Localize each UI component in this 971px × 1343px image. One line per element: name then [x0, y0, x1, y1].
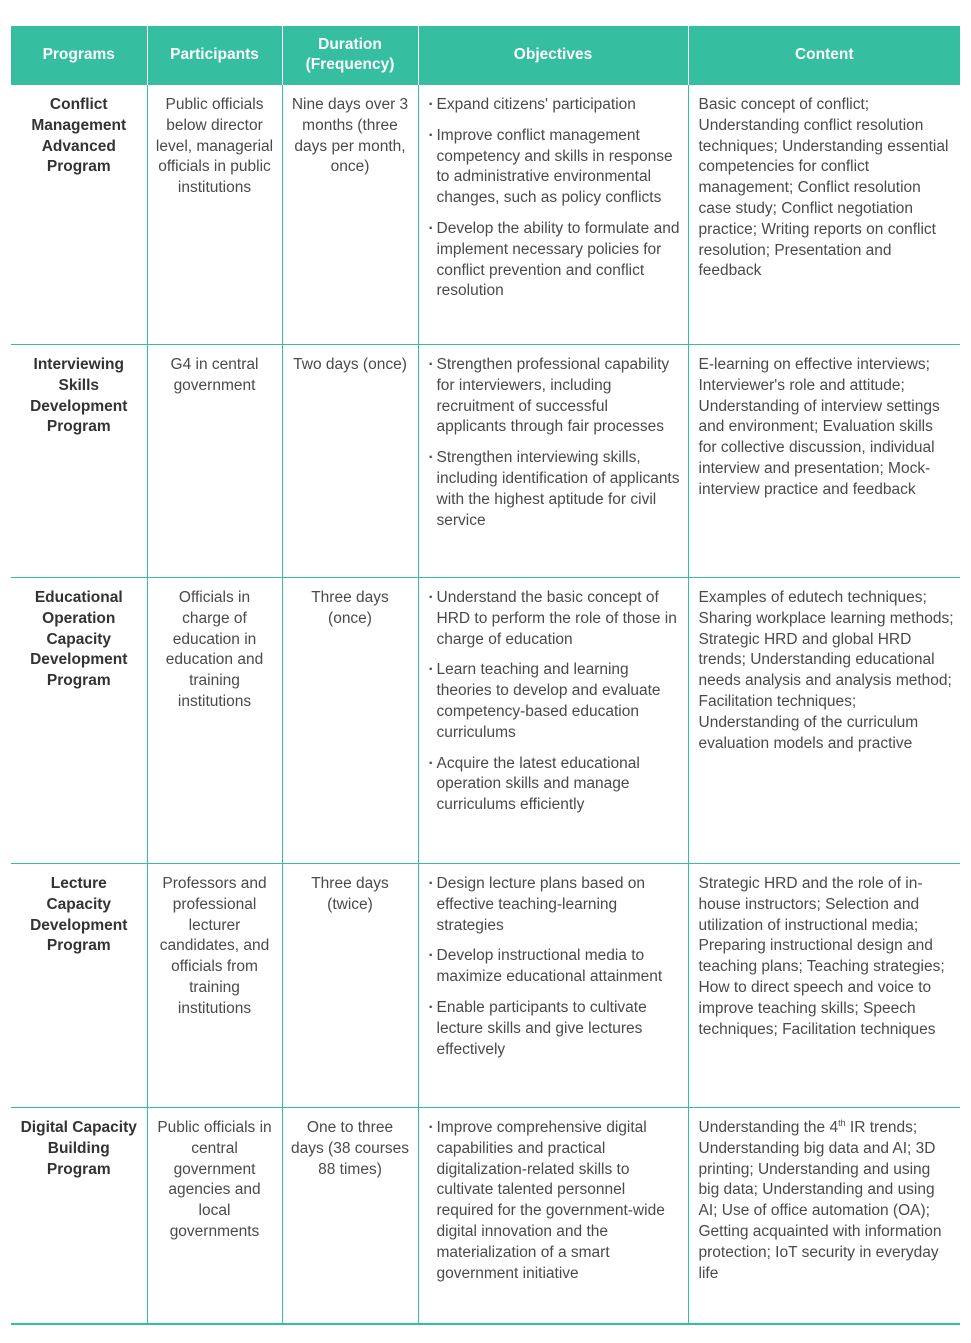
content-cell: E-learning on effective interviews; Interviewer's role and attitude; Understanding of interview settings and environment; Evaluation skills for collective discussion, individual interview and presentation; Mock-interview practice and feedback — [688, 345, 960, 578]
header-frequency-label: (Frequency) — [305, 56, 395, 73]
objectives-list — [429, 95, 680, 302]
program-name: Lecture Capacity Development Program — [11, 864, 147, 1108]
content-text-pre: Understanding the 4 — [698, 1119, 839, 1136]
objectives-list — [429, 588, 680, 816]
table-row — [11, 1108, 960, 1324]
program-name: Interviewing Skills Development Program — [11, 345, 147, 578]
duration-cell: Nine days over 3 months (three days per month, once) — [282, 85, 418, 345]
programs-table — [11, 26, 960, 1325]
header-programs: Programs — [11, 26, 147, 85]
program-name: Educational Operation Capacity Development Program — [11, 578, 147, 864]
objectives-list — [429, 874, 680, 1060]
duration-cell: One to three days (38 courses 88 times) — [282, 1108, 418, 1324]
content-cell: Basic concept of conflict; Understanding conflict resolution techniques; Understanding essential competencies for conflict management; Conflict resolution case study; Conflict negotiation practice; Writing reports on conflict resolution; Presentation and feedback — [688, 85, 960, 345]
objective-item: · Improve comprehensive digital capabilities and practical digitalization-related skills to cultivate talented personnel required for the government-wide digital innovation and the materialization of a smart government initiative — [429, 1118, 680, 1284]
objective-item: · Learn teaching and learning theories to develop and evaluate competency-based education curriculums — [429, 660, 680, 743]
duration-cell: Two days (once) — [282, 345, 418, 578]
content-cell — [688, 1108, 960, 1324]
objective-item: · Expand citizens' participation — [429, 95, 680, 116]
objective-item: · Improve conflict management competency and skills in response to administrative environmental changes, such as policy conflicts — [429, 126, 680, 209]
objective-item: · Understand the basic concept of HRD to perform the role of those in charge of education — [429, 588, 680, 650]
table-row — [11, 85, 960, 345]
participants-cell: Professors and professional lecturer candidates, and officials from training institutions — [147, 864, 282, 1108]
table-row — [11, 864, 960, 1108]
objective-item: · Acquire the latest educational operation skills and manage curriculums efficiently — [429, 754, 680, 816]
ordinal-superscript: th — [838, 1117, 846, 1128]
objective-item: · Strengthen professional capability for interviewers, including recruitment of successful applicants through fair processes — [429, 355, 680, 438]
objectives-cell — [418, 1108, 688, 1324]
table-header-row — [11, 26, 960, 85]
program-name: Conflict Management Advanced Program — [11, 85, 147, 345]
duration-cell: Three days (once) — [282, 578, 418, 864]
objective-item: · Develop the ability to formulate and implement necessary policies for conflict prevention and conflict resolution — [429, 219, 680, 302]
objectives-cell — [418, 578, 688, 864]
objectives-cell — [418, 864, 688, 1108]
participants-cell: G4 in central government — [147, 345, 282, 578]
table-row — [11, 578, 960, 864]
header-content: Content — [688, 26, 960, 85]
program-table-page — [11, 26, 960, 1325]
header-participants: Participants — [147, 26, 282, 85]
objectives-list — [429, 1118, 680, 1284]
header-objectives: Objectives — [418, 26, 688, 85]
participants-cell: Officials in charge of education in education and training institutions — [147, 578, 282, 864]
header-duration-label: Duration — [318, 36, 382, 53]
participants-cell: Public officials in central government agencies and local governments — [147, 1108, 282, 1324]
participants-cell: Public officials below director level, managerial officials in public institutions — [147, 85, 282, 345]
content-cell: Strategic HRD and the role of in-house instructors; Selection and utilization of instructional media; Preparing instructional design and teaching plans; Teaching strategies; How to direct speech and voice to improve teaching skills; Speech techniques; Facilitation techniques — [688, 864, 960, 1108]
content-cell: Examples of edutech techniques; Sharing workplace learning methods; Strategic HRD and global HRD trends; Understanding educational needs analysis and analysis method; Facilitation techniques; Understanding of the curriculum evaluation models and practive — [688, 578, 960, 864]
program-name: Digital Capacity Building Program — [11, 1108, 147, 1324]
content-text-post: IR trends; Understanding big data and AI; 3D printing; Understanding and using big data; Understanding and using AI; Use of office automation (OA); Getting acquainted with information protection; IoT security in everyday life — [698, 1119, 942, 1282]
objectives-cell — [418, 345, 688, 578]
header-duration — [282, 26, 418, 85]
objective-item: · Design lecture plans based on effective teaching-learning strategies — [429, 874, 680, 936]
objective-item: · Develop instructional media to maximize educational attainment — [429, 946, 680, 988]
table-row — [11, 345, 960, 578]
objectives-cell — [418, 85, 688, 345]
objective-item: · Enable participants to cultivate lecture skills and give lectures effectively — [429, 998, 680, 1060]
objective-item: · Strengthen interviewing skills, including identification of applicants with the highest aptitude for civil service — [429, 448, 680, 531]
objectives-list — [429, 355, 680, 531]
duration-cell: Three days (twice) — [282, 864, 418, 1108]
